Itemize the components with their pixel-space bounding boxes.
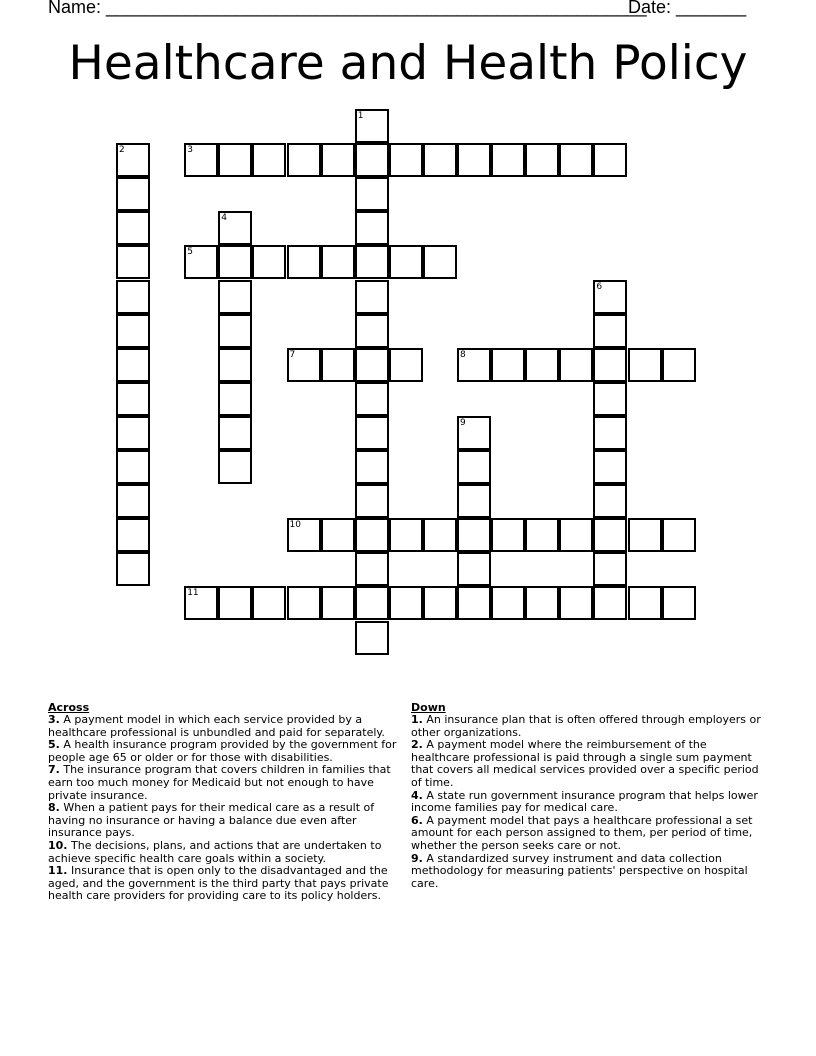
crossword-cell[interactable]	[389, 245, 423, 279]
across-clue	[48, 840, 404, 865]
crossword-cell[interactable]	[423, 143, 457, 177]
crossword-cell[interactable]	[389, 586, 423, 620]
crossword-cell[interactable]	[116, 382, 150, 416]
name-field-label: Name: ______________________________________________________	[48, 0, 647, 17]
cell-number: 11	[187, 588, 199, 599]
down-clue	[411, 739, 767, 789]
clue-text: The decisions, plans, and actions that are undertaken to achieve specific health care goals within a society.	[48, 838, 382, 865]
date-field-label: Date: _______	[628, 0, 747, 17]
clue-number: 11.	[48, 864, 68, 878]
crossword-cell[interactable]	[321, 245, 355, 279]
down-clue	[411, 853, 767, 891]
crossword-cell[interactable]	[559, 348, 593, 382]
clue-text: A payment model where the reimbursement of the healthcare professional is paid through a single sum payment that covers all medical services provided over a specific period of time.	[411, 738, 759, 789]
crossword-cell[interactable]	[287, 348, 321, 382]
crossword-cell[interactable]	[355, 348, 389, 382]
crossword-cell[interactable]	[355, 143, 389, 177]
clue-text: A health insurance program provided by the government for people age 65 or older or for those with disabilities.	[48, 738, 397, 764]
crossword-cell[interactable]	[423, 518, 457, 552]
crossword-cell[interactable]	[491, 518, 525, 552]
down-clue	[411, 790, 767, 815]
crossword-cell[interactable]	[628, 348, 662, 382]
crossword-cell[interactable]	[218, 450, 252, 484]
across-clue	[48, 764, 404, 802]
crossword-cell[interactable]	[218, 586, 252, 620]
crossword-cell[interactable]	[593, 314, 627, 348]
crossword-cell[interactable]	[116, 552, 150, 586]
crossword-cell[interactable]	[355, 109, 389, 143]
crossword-cell[interactable]	[355, 211, 389, 245]
crossword-cell[interactable]	[218, 314, 252, 348]
crossword-cell[interactable]	[423, 586, 457, 620]
cell-number: 7	[289, 349, 296, 360]
crossword-cell[interactable]	[116, 518, 150, 552]
crossword-cell[interactable]	[525, 518, 559, 552]
clue-number: 8.	[48, 801, 60, 815]
crossword-cell[interactable]	[593, 552, 627, 586]
clue-text: A payment model in which each service provided by a healthcare professional is unbundled and paid for separately.	[48, 713, 385, 739]
crossword-cell[interactable]	[116, 348, 150, 382]
page-title: Healthcare and Health Policy	[68, 36, 748, 91]
crossword-cell[interactable]	[389, 348, 423, 382]
crossword-cell[interactable]	[593, 518, 627, 552]
clue-text: An insurance plan that is often offered through employers or other organizations.	[411, 713, 761, 739]
crossword-cell[interactable]	[218, 245, 252, 279]
crossword-cell[interactable]	[593, 416, 627, 450]
clue-number: 1.	[411, 713, 423, 726]
crossword-cell[interactable]	[593, 143, 627, 177]
crossword-cell[interactable]	[116, 314, 150, 348]
crossword-cell[interactable]	[218, 416, 252, 450]
crossword-cell[interactable]	[628, 518, 662, 552]
crossword-cell[interactable]	[662, 518, 696, 552]
crossword-cell[interactable]	[525, 586, 559, 620]
crossword-cell[interactable]	[593, 280, 627, 314]
crossword-cell[interactable]	[355, 450, 389, 484]
crossword-cell[interactable]	[252, 143, 286, 177]
crossword-cell[interactable]	[321, 143, 355, 177]
cell-number: 2	[119, 145, 125, 156]
crossword-cell[interactable]	[593, 450, 627, 484]
crossword-cell[interactable]	[389, 143, 423, 177]
crossword-cell[interactable]	[662, 586, 696, 620]
clue-text: The insurance program that covers children in families that earn too much money for Medicaid but not enough to have private insurance.	[48, 763, 391, 802]
crossword-cell[interactable]	[355, 518, 389, 552]
crossword-cell[interactable]	[457, 416, 491, 450]
cell-number: 10	[289, 520, 301, 531]
down-heading: Down	[411, 701, 446, 714]
crossword-cell[interactable]	[355, 177, 389, 211]
crossword-cell[interactable]	[355, 314, 389, 348]
crossword-cell[interactable]	[218, 143, 252, 177]
crossword-cell[interactable]	[525, 143, 559, 177]
crossword-cell[interactable]	[593, 348, 627, 382]
crossword-cell[interactable]	[389, 518, 423, 552]
crossword-cell[interactable]	[287, 143, 321, 177]
crossword-cell[interactable]	[355, 416, 389, 450]
crossword-cell[interactable]	[423, 245, 457, 279]
crossword-cell[interactable]	[355, 586, 389, 620]
across-clue	[48, 802, 404, 840]
crossword-cell[interactable]	[593, 382, 627, 416]
crossword-cell[interactable]	[355, 621, 389, 655]
down-clues	[411, 701, 767, 890]
crossword-cell[interactable]	[628, 586, 662, 620]
clue-number: 2.	[411, 738, 423, 752]
crossword-cell[interactable]	[116, 245, 150, 279]
crossword-cell[interactable]	[116, 416, 150, 450]
clue-number: 9.	[411, 851, 423, 865]
crossword-cell[interactable]	[355, 280, 389, 314]
crossword-cell[interactable]	[457, 586, 491, 620]
crossword-cell[interactable]	[355, 245, 389, 279]
crossword-cell[interactable]	[116, 177, 150, 211]
clue-text: A state run government insurance program that helps lower income families pay for medical care.	[411, 788, 758, 815]
crossword-cell[interactable]	[321, 348, 355, 382]
clue-text: When a patient pays for their medical care as a result of having no insurance or having a balance due even after insurance pays.	[48, 801, 375, 840]
crossword-cell[interactable]	[457, 348, 491, 382]
clue-text: A payment model that pays a healthcare professional a set amount for each person assigned to them, per period of time, whether the person seeks care or not.	[411, 813, 753, 852]
crossword-cell[interactable]	[116, 211, 150, 245]
crossword-cell[interactable]	[355, 552, 389, 586]
crossword-cell[interactable]	[457, 552, 491, 586]
clue-number: 6.	[411, 813, 423, 827]
crossword-cell[interactable]	[321, 586, 355, 620]
crossword-cell[interactable]	[218, 280, 252, 314]
crossword-cell[interactable]	[321, 518, 355, 552]
crossword-cell[interactable]	[457, 518, 491, 552]
clue-number: 10.	[48, 838, 68, 852]
crossword-cell[interactable]	[287, 245, 321, 279]
crossword-cell[interactable]	[491, 348, 525, 382]
crossword-cell[interactable]	[252, 245, 286, 279]
crossword-cell[interactable]	[457, 484, 491, 518]
crossword-cell[interactable]	[218, 382, 252, 416]
crossword-cell[interactable]	[218, 211, 252, 245]
cell-number: 6	[596, 281, 603, 292]
cell-number: 4	[221, 213, 228, 224]
crossword-cell[interactable]	[457, 450, 491, 484]
clue-text: Insurance that is open only to the disadvantaged and the aged, and the government is the third party that pays private health care providers for providing care to its policy holders.	[48, 864, 389, 903]
across-clues	[48, 701, 404, 903]
crossword-cell[interactable]	[491, 143, 525, 177]
crossword-cell[interactable]	[116, 450, 150, 484]
across-clue	[48, 739, 404, 764]
crossword-cell[interactable]	[662, 348, 696, 382]
crossword-cell[interactable]	[559, 586, 593, 620]
crossword-cell[interactable]	[116, 484, 150, 518]
crossword-cell[interactable]	[593, 484, 627, 518]
crossword-cell[interactable]	[252, 586, 286, 620]
cell-number: 3	[187, 145, 193, 156]
crossword-cell[interactable]	[355, 382, 389, 416]
crossword-cell[interactable]	[116, 280, 150, 314]
down-clue	[411, 815, 767, 853]
across-clue	[48, 714, 404, 739]
cell-number: 8	[460, 349, 466, 360]
crossword-cell[interactable]	[491, 586, 525, 620]
clue-text: A standardized survey instrument and data collection methodology for measuring patients' perspective on hospital care.	[411, 851, 748, 890]
crossword-cell[interactable]	[184, 143, 218, 177]
crossword-cell[interactable]	[457, 143, 491, 177]
across-heading: Across	[48, 701, 90, 714]
crossword-cell[interactable]	[355, 484, 389, 518]
across-clue	[48, 865, 404, 903]
cell-number: 9	[460, 417, 466, 428]
crossword-cell[interactable]	[218, 348, 252, 382]
clue-number: 7.	[48, 763, 60, 777]
down-clue	[411, 714, 767, 739]
crossword-cell[interactable]	[287, 518, 321, 552]
crossword-cell[interactable]	[525, 348, 559, 382]
crossword-cell[interactable]	[184, 245, 218, 279]
cell-number: 5	[187, 247, 193, 258]
crossword-cell[interactable]	[559, 518, 593, 552]
clue-number: 3.	[48, 713, 60, 726]
crossword-cell[interactable]	[559, 143, 593, 177]
crossword-cell[interactable]	[287, 586, 321, 620]
crossword-cell[interactable]	[184, 586, 218, 620]
crossword-cell[interactable]	[593, 586, 627, 620]
crossword-cell[interactable]	[116, 143, 150, 177]
cell-number: 1	[357, 111, 364, 121]
clue-number: 5.	[48, 738, 60, 752]
clue-number: 4.	[411, 788, 423, 802]
